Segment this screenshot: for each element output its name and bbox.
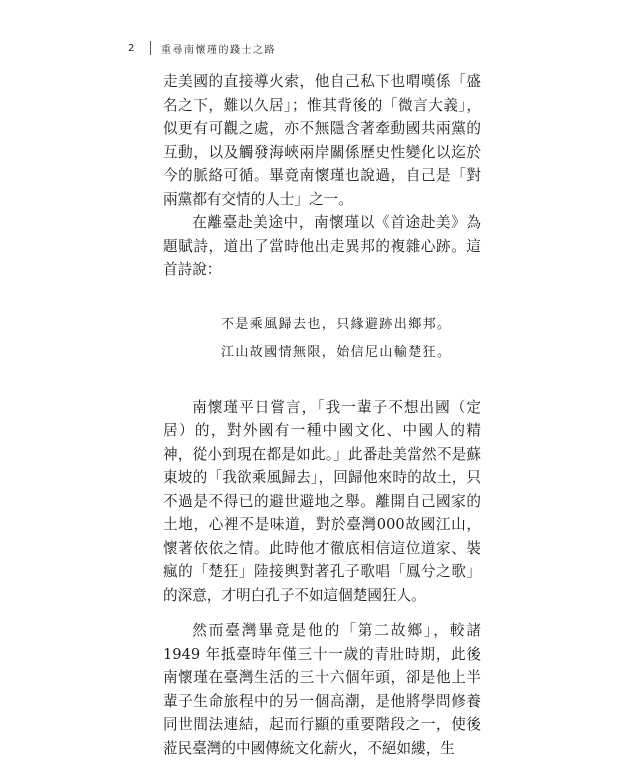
paragraph: 走美國的直接導火索，他自己私下也喟嘆係「盛名之下，難以久居」；惟其背後的「微言大義」，似更有可觀之處，亦不無隱含著牽動國共兩黨的互動，以及觸發海峽兩岸關係歷史性變化以迄於今的脈絡可循。畢竟南懷瑾也說過，自己是「對兩黨都有交情的人士」之一。 [163,73,481,208]
paragraph: 在離臺赴美途中，南懷瑾以《首途赴美》為題賦詩，道出了當時他出走異邦的複雜心跡。這首詩說： [163,214,481,278]
paragraph: 然而臺灣畢竟是他的「第二故鄉」，較諸 1949 年抵臺時年僅三十一歲的青壯時期，此後南懷瑾在臺灣生活的三十六個年頭，卻是他上半輩子生命旅程中的另一個高潮，是他將學問修養同世間法連結，起而行顯的重要階段之一，使後蒞民臺灣的中國傳統文化薪火，不絕如縷，生 [163,622,481,757]
body-text [163,70,481,760]
poem-line: 江山故國情無限，始信尼山輸楚狂。 [221,344,452,360]
running-title: 重尋南懷瑾的踐士之路 [161,44,276,56]
poem-line: 不是乘風歸去也，只緣避跡出鄉邦。 [221,316,452,332]
paragraph: 南懷瑾平日嘗言，「我一輩子不想出國（定居）的，對外國有一種中國文化、中國人的精神，從小到現在都是如此。」此番赴美當然不是蘇東坡的「我欲乘風歸去」，回歸他來時的故土，只不過是不得已的避世避地之舉。離開自己國家的土地，心裡不是味道，對於臺灣000故國江山，懷著依依之情。此時他才徹底相信這位道家、裝瘋的「楚狂」陸接輿對著孔子歌唱「鳳兮之歌」的深意，才明白孔子不如這個楚國狂人。 [163,398,481,604]
poem-block [163,311,481,367]
header-divider [150,41,151,55]
page-number: 2 [128,42,136,54]
page-header [128,40,276,56]
